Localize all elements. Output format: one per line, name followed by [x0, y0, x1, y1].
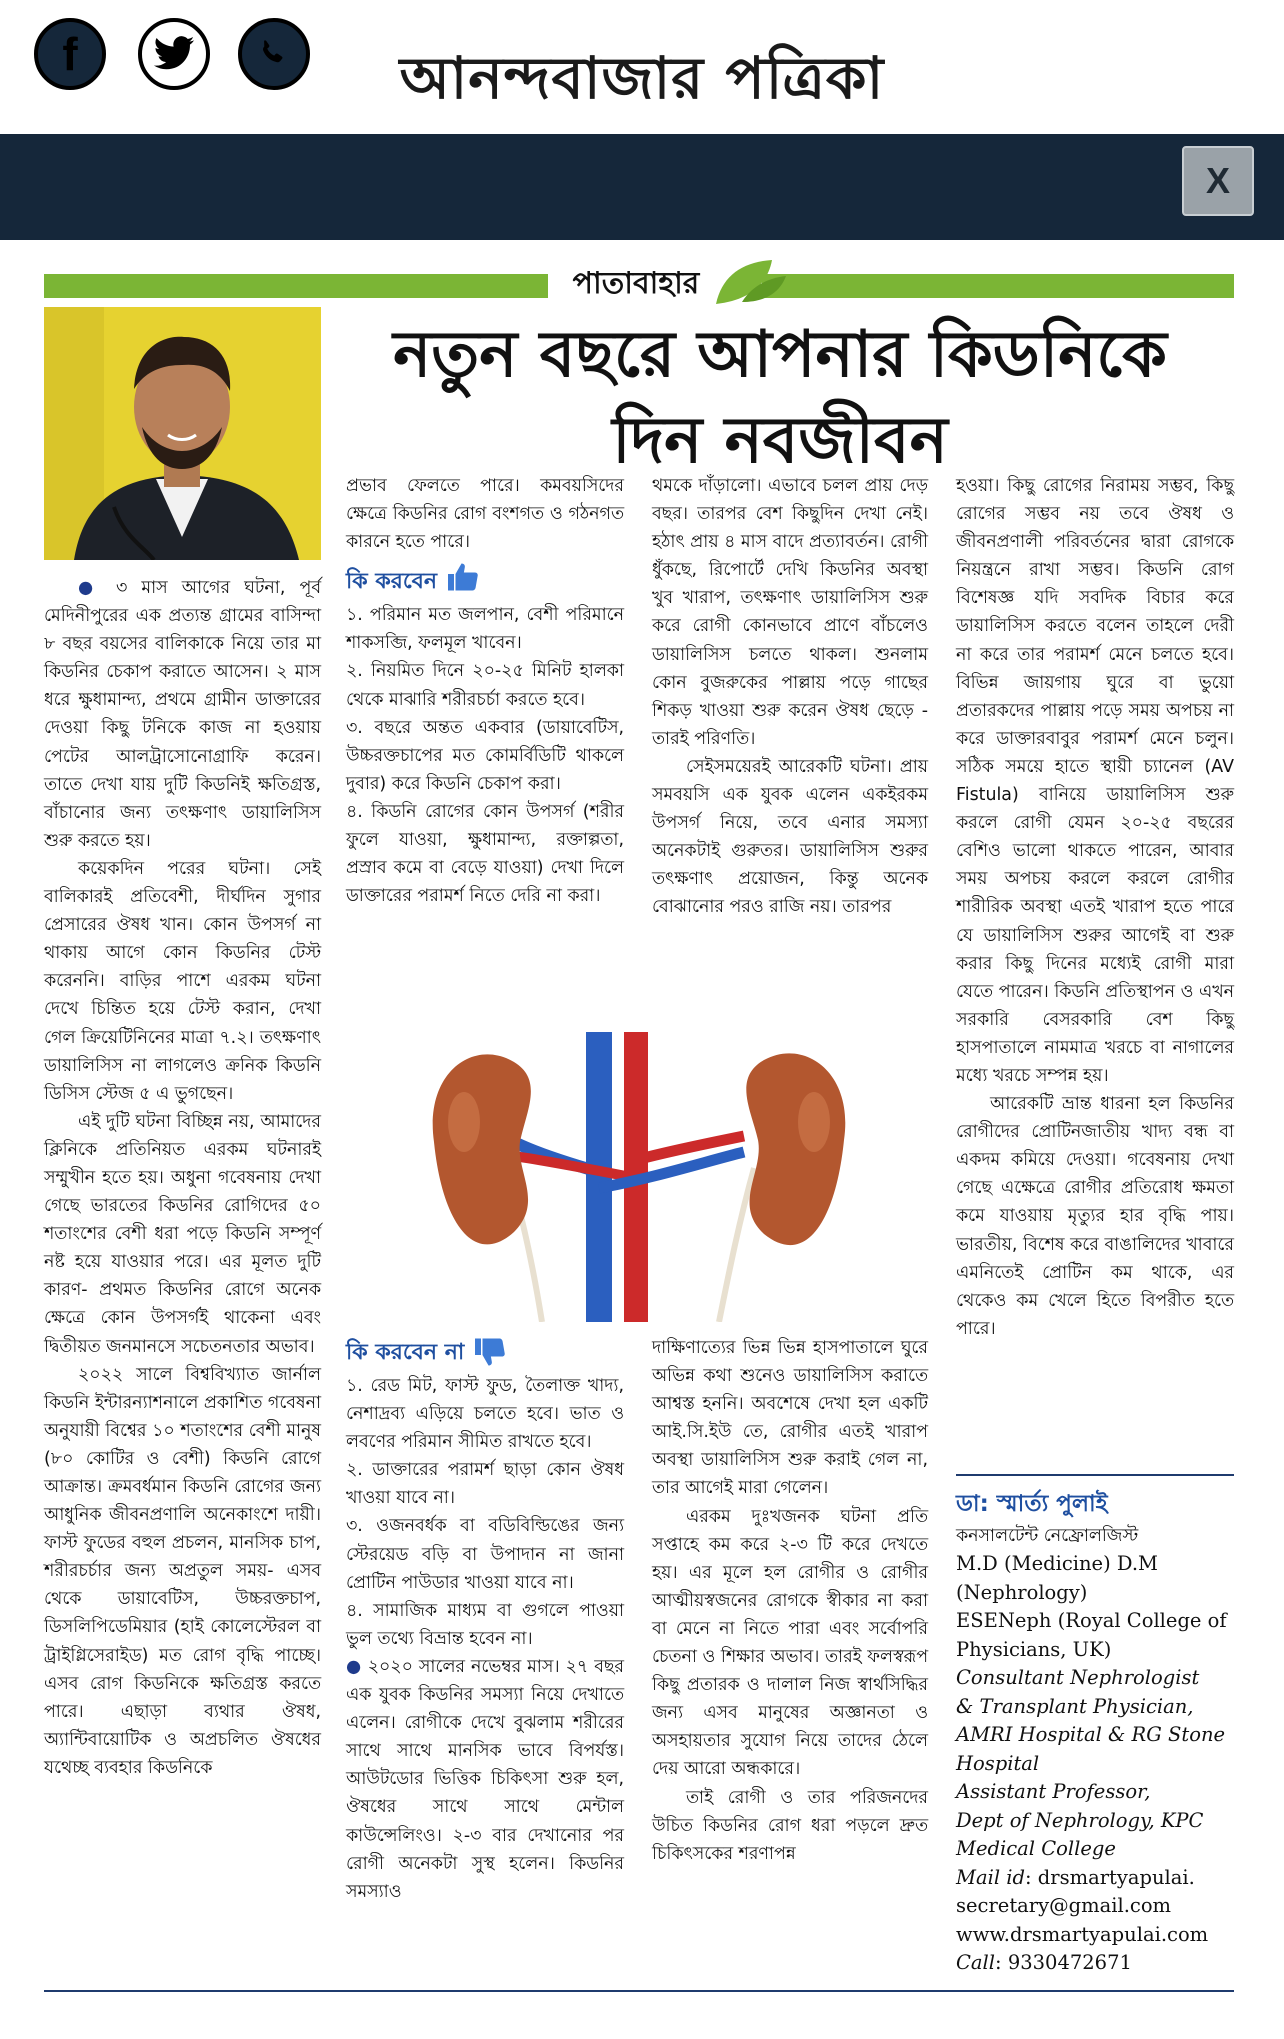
column-2-bottom: [346, 1330, 624, 1906]
whatsapp-icon: [252, 32, 296, 76]
author-role: Hospital: [956, 1751, 1040, 1775]
column-2-top: [346, 472, 624, 910]
column-3-bottom: [652, 1334, 928, 1868]
do-heading: কি করবেন: [346, 562, 624, 599]
whatsapp-share-button[interactable]: [238, 18, 310, 90]
thumbs-up-icon: [445, 562, 481, 592]
page-bottom-rule: [44, 1990, 1234, 1992]
author-box: [956, 1486, 1234, 1978]
author-photo: [44, 307, 321, 560]
dont-item: ৪. সামাজিক মাধ্যম বা গুগলে পাওয়া ভুল তথ্যে বিভ্রান্ত হবেন না।: [346, 1600, 624, 1649]
paragraph: তাই রোগী ও তার পরিজনদের উচিত কিডনির রোগ ধরা পড়লে দ্রুত চিকিৎসকের শরণাপন্ন: [652, 1787, 928, 1864]
author-website: www.drsmartyapulai.com: [956, 1922, 1209, 1946]
close-icon: X: [1205, 160, 1230, 201]
author-mail-cont: secretary@gmail.com: [956, 1894, 1172, 1918]
author-role: Medical College: [956, 1837, 1116, 1861]
twitter-icon: [152, 35, 196, 73]
share-bar: [0, 134, 1284, 240]
paragraph: কয়েকদিন পরের ঘটনা। সেই বালিকারই প্রতিবেশী, দীর্ঘদিন সুগার প্রেসারের ঔষধ খান। কোন উপসর্গ না থাকায় আগে কোন কিডনির টেস্ট করেননি। বাড়ির পাশে এরকম ঘটনা দেখে চিন্তিত হয়ে টেস্ট করান, দেখা গেল ক্রিয়েটিনিনের মাত্রা ৭.২। তৎক্ষণাৎ ডায়ালিসিস না লাগলেও ক্রনিক কিডনি ডিসিস স্টেজ ৫ এ ভুগছেন।: [44, 858, 321, 1104]
bullet-icon: ●: [346, 1656, 368, 1677]
paragraph: হওয়া। কিছু রোগের নিরাময় সম্ভব, কিছু রোগের সম্ভব নয় তবে ঔষধ ও জীবনপ্রণালী পরিবর্তনের দ্বারা রোগকে নিয়ন্ত্রনে রাখা সম্ভব। কিডনি রোগ বিশেষজ্ঞ যদি সবদিক বিচার করে ডায়ালিসিস করতে বলেন তাহলে দেরী না করে তার পরামর্শ মেনে চলতে হবে। বিভিন্ন জায়গায় ঘুরে বা ভুয়ো প্রতারকদের পাল্লায় পড়ে সময় অপচয় না করে ডাক্তারবাবুর পরামর্শ মেনে চলুন। সঠিক সময়ে হাতে স্থায়ী চ্যানেল (AV Fistula) বানিয়ে ডায়ালিসিস শুরু করলে রোগী যেমন ২০-২৫ বছরের বেশিও ভালো থাকতে পারেন, আবার সময় অপচয় করলে করলে রোগীর শারীরিক অবস্থা এতই খারাপ হতে পারে যে ডায়ালিসিস শুরুর আগেই বা শুরু করার কিছু দিনের মধ্যেই রোগী মারা যেতে পারেন। কিডনি প্রতিস্থাপন ও এখন সরকারি বেসরকারি বেশ কিছু হাসপাতালে নামমাত্র খরচে বা নাগালের মধ্যে খরচে সম্পন্ন হয়।: [956, 476, 1234, 1086]
twitter-share-button[interactable]: [138, 18, 210, 90]
do-item: ১. পরিমান মত জলপান, বেশী পরিমানে শাকসব্জি, ফলমূল খাবেন।: [346, 605, 624, 654]
headline-line-1: নতুন বছরে আপনার কিডনিকে: [393, 318, 1167, 392]
author-name: ডা: স্মার্ত্য পুলাই: [956, 1491, 1108, 1517]
paragraph: এরকম দুঃখজনক ঘটনা প্রতি সপ্তাহে কম করে ২-৩ টি করে দেখতে হয়। এর মূলে হল রোগীর ও রোগীর আত্মীয়স্বজনের রোগকে স্বীকার না করা বা মেনে না নিতে পারা এবং সর্বোপরি চেতনা ও শিক্ষার অভাব। তারই ফলস্বরূপ কিছু প্রতারক ও দালাল নিজ স্বার্থসিদ্ধির জন্য এসব মানুষের অজ্ঞানতা ও অসহায়তার সুযোগ নিয়ে তাদের ঠেলে দেয় আরো অন্ধকারে।: [652, 1506, 928, 1780]
paragraph: প্রভাব ফেলতে পারে। কমবয়সিদের ক্ষেত্রে কিডনির রোগ বংশগত ও গঠনগত কারনে হতে পারে।: [346, 476, 624, 553]
author-role: Dept of Nephrology, KPC: [956, 1808, 1204, 1832]
section-label: পাতাবাহার: [548, 258, 724, 310]
headline: [330, 312, 1230, 484]
do-item: ৩. বছরে অন্তত একবার (ডায়াবেটিস, উচ্চরক্তচাপের মত কোমর্বিডিটি থাকলে দুবার) করে কিডনি চেকাপ করা।: [346, 717, 624, 794]
facebook-icon: f: [62, 28, 78, 80]
bullet-icon: ●: [78, 578, 116, 598]
author-title-bn: কনসালটেন্ট নেফ্রোলজিস্ট: [956, 1526, 1139, 1546]
section-bar-left: [44, 274, 548, 298]
close-button[interactable]: [1182, 146, 1254, 216]
author-degree: ESENeph (Royal College of: [956, 1609, 1227, 1633]
newspaper-title: আনন্দবাজার পত্রিকা: [399, 44, 885, 112]
author-portrait: [44, 307, 321, 560]
author-divider: [956, 1474, 1234, 1476]
dont-item: ৩. ওজনবর্ধক বা বডিবিল্ডিঙের জন্য স্টেরয়েড বড়ি বা উপাদান না জানা প্রোটিন পাউডার খাওয়া যাবে না।: [346, 1516, 624, 1593]
author-role: AMRI Hospital & RG Stone: [956, 1723, 1226, 1747]
author-phone: Call: 9330472671: [956, 1951, 1132, 1975]
paragraph: ২০২২ সালে বিশ্ববিখ্যাত জার্নাল কিডনি ইন্টারন্যাশনালে প্রকাশিত গবেষনা অনুযায়ী বিশ্বের ১০ শতাংশের বেশী মানুষ (৮০ কোটির ও বেশী) কিডনি রোগে আক্রান্ত। ক্রমবর্ধমান কিডনি রোগের জন্য আধুনিক জীবনপ্রণালি অনেকাংশে দায়ী। ফাস্ট ফুডের বহুল প্রচলন, মানসিক চাপ, শরীরচর্চার জন্য অপ্রতুল সময়- এসব থেকে ডায়াবেটিস, উচ্চরক্তচাপ, ডিসলিপিডেমিয়ার (হাই কোলেস্টেরল বা ট্রাইগ্লিসেরাইড) মত রোগ বৃদ্ধি পাচ্ছে। এসব রোগ কিডনিকে ক্ষতিগ্রস্ত করতে পারে। এছাড়া ব্যথার ঔষধ, অ্যান্টিবায়োটিক ও অপ্রচলিত ঔষধের যথেচ্ছ ব্যবহার কিডনিকে: [44, 1364, 321, 1778]
leaf-icon: [712, 256, 788, 308]
author-role: Consultant Nephrologist: [956, 1666, 1200, 1690]
author-mail: Mail id: drsmartyapulai.: [956, 1865, 1195, 1889]
author-role: Assistant Professor,: [956, 1780, 1151, 1804]
column-4: [956, 472, 1234, 1343]
do-item: ২. নিয়মিত দিনে ২০-২৫ মিনিট হালকা থেকে মাঝারি শরীরচর্চা করতে হবে।: [346, 661, 624, 710]
author-degree: Physicians, UK): [956, 1637, 1112, 1661]
paragraph: ● ২০২০ সালের নভেম্বর মাস। ২৭ বছর এক যুবক কিডনির সমস্যা নিয়ে দেখাতে এলেন। রোগীকে দেখে বুঝলাম শরীরের সাথে সাথে মানসিক ভাবে বিপর্যস্ত। আউটডোর ভিত্তিক চিকিৎসা শুরু হল, ঔষধের সাথে সাথে মেন্টাল কাউন্সেলিংও। ২-৩ বার দেখানোর পর রোগী অনেকটা সুস্থ হলেন। কিডনির সমস্যাও: [346, 1656, 624, 1902]
paragraph: আরেকটি ভ্রান্ত ধারনা হল কিডনির রোগীদের প্রোটিনজাতীয় খাদ্য বন্ধ বা একদম কমিয়ে দেওয়া। গবেষনায় দেখা গেছে এক্ষেত্রে রোগীর প্রতিরোধ ক্ষমতা কমে যাওয়ায় মৃত্যুর হার বৃদ্ধি পায়। ভারতীয়, বিশেষ করে বাঙালিদের খাবারে এমনিতেই প্রোটিন কম থাকে, এর থেকেও কম খেলে হিতে বিপরীত হতে পারে।: [956, 1094, 1234, 1339]
column-3-top: [652, 472, 928, 922]
paragraph: দাক্ষিণাত্যের ভিন্ন ভিন্ন হাসপাতালে ঘুরে অভিন্ন কথা শুনেও ডায়ালিসিস করাতে আশ্বস্ত হননি। অবশেষে দেখা হল একটি আই.সি.ইউ তে, রোগীর এতই খারাপ অবস্থা ডায়ালিসিস শুরু করাই গেল না, তার আগেই মারা গেলেন।: [652, 1338, 928, 1499]
facebook-share-button[interactable]: [34, 18, 106, 90]
dont-item: ১. রেড মিট, ফাস্ট ফুড, তৈলাক্ত খাদ্য, নেশাদ্রব্য এড়িয়ে চলতে হবে। ভাত ও লবণের পরিমান সীমিত রাখতে হবে।: [346, 1376, 624, 1453]
section-bar-right: [762, 274, 1234, 298]
dont-item: ২. ডাক্তারের পরামর্শ ছাড়া কোন ঔষধ খাওয়া যাবে না।: [346, 1460, 624, 1509]
author-degree: (Nephrology): [956, 1580, 1088, 1604]
author-role: & Transplant Physician,: [956, 1694, 1194, 1718]
dont-heading: কি করবেন না: [346, 1336, 624, 1370]
author-degree: M.D (Medicine) D.M: [956, 1552, 1158, 1576]
kidney-illustration: [414, 1032, 864, 1322]
do-item: ৪. কিডনি রোগের কোন উপসর্গ (শরীর ফুলে যাওয়া, ক্ষুধামান্দ্য, রক্তাল্পতা, প্রস্রাব কমে বা বেড়ে যাওয়া) দেখা দিলে ডাক্তারের পরামর্শ নিতে দেরি না করা।: [346, 801, 624, 907]
column-1: [44, 574, 321, 1782]
paragraph: ● ৩ মাস আগের ঘটনা, পূর্ব মেদিনীপুরের এক প্রত্যন্ত গ্রামের বাসিন্দা ৮ বছর বয়সের বালিকাকে নিয়ে তার মা কিডনির চেকাপ করাতে আসেন। ২ মাস ধরে ক্ষুধামান্দ্য, প্রথমে গ্রামীন ডাক্তারের দেওয়া কিছু টনিকে কাজ না হওয়ায় পেটের আলট্রাসোনোগ্রাফি করেন। তাতে দেখা যায় দুটি কিডনিই ক্ষতিগ্রস্ত, বাঁচানোর জন্য তৎক্ষণাৎ ডায়ালিসিস শুরু করতে হয়।: [44, 578, 321, 851]
thumbs-down-icon: [472, 1337, 508, 1367]
paragraph: থমকে দাঁড়ালো। এভাবে চলল প্রায় দেড় বছর। তারপর বেশ কিছুদিন দেখা নেই। হঠাৎ প্রায় ৪ মাস বাদে প্রত্যাবর্তন। রোগী ধুঁকছে, রিপোর্টে দেখি কিডনির অবস্থা খুব খারাপ, তৎক্ষণাৎ ডায়ালিসিস শুরু করে রোগী কোনভাবে প্রাণে বাঁচলেও ডায়ালিসিস চলতে থাকল। শুনলাম কোন বুজরুকের পাল্লায় পড়ে গাছের শিকড় খাওয়া শুরু করেন ঔষধ ছেড়ে - তারই পরিণতি।: [652, 476, 929, 749]
headline-line-2: দিন নবজীবন: [612, 404, 948, 478]
paragraph: এই দুটি ঘটনা বিচ্ছিন্ন নয়, আমাদের ক্লিনিকে প্রতিনিয়ত এরকম ঘটনারই সম্মুখীন হতে হয়। অধুনা গবেষনায় দেখা গেছে ভারতের কিডনির রোগিদের ৫০ শতাংশের বেশী ধরা পড়ে কিডনি সম্পূর্ণ নষ্ট হয়ে যাওয়ার পরে। এর মূলত দুটি কারণ- প্রথমত কিডনির রোগে অনেক ক্ষেত্রে কোন উপসর্গই থাকেনা এবং দ্বিতীয়ত জনমানসে সচেতনতার অভাব।: [44, 1111, 321, 1357]
paragraph: সেইসময়েরই আরেকটি ঘটনা। প্রায় সমবয়সি এক যুবক এলেন একইরকম উপসর্গ নিয়ে, তবে এনার সমস্যা অনেকটাই গুরুতর। ডায়ালিসিস শুরুর তৎক্ষণাৎ প্রয়োজন, কিন্তু অনেক বোঝানোর পরও রাজি নয়। তারপর: [652, 756, 928, 918]
